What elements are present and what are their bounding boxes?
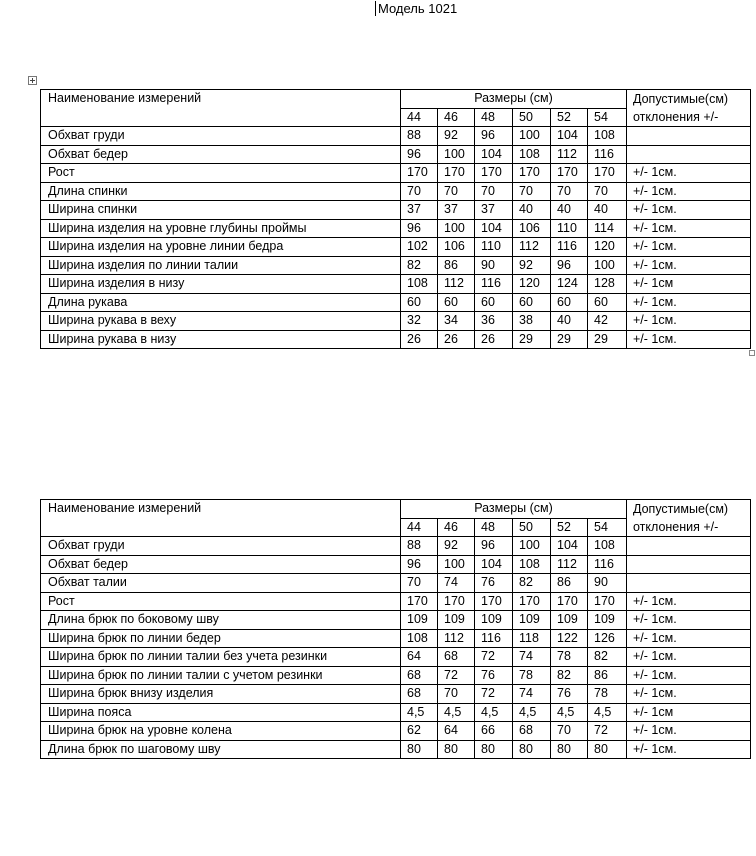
measurement-value-cell: 70 <box>401 182 438 201</box>
measurement-value-cell: 70 <box>475 182 513 201</box>
measurement-value-cell: 104 <box>475 145 513 164</box>
measurement-value-cell: 88 <box>401 127 438 146</box>
measurement-value-cell: 108 <box>513 555 551 574</box>
measurements-table-2 <box>40 499 751 759</box>
measurement-value-cell: 118 <box>513 629 551 648</box>
header-sizes-cell: Размеры (см) <box>401 90 627 109</box>
measurement-name-cell: Длина спинки <box>41 182 401 201</box>
measurement-value-cell: 112 <box>513 238 551 257</box>
measurement-value-cell: 106 <box>438 238 475 257</box>
measurement-name-cell: Ширина пояса <box>41 703 401 722</box>
table-1-body <box>41 90 751 349</box>
measurement-value-cell: 170 <box>513 592 551 611</box>
size-header-cell: 50 <box>513 108 551 127</box>
measurement-value-cell: 170 <box>438 592 475 611</box>
measurement-value-cell: 29 <box>513 330 551 349</box>
measurement-value-cell: 70 <box>401 574 438 593</box>
measurement-value-cell: 37 <box>475 201 513 220</box>
header-sizes-cell: Размеры (см) <box>401 500 627 519</box>
tolerance-cell <box>627 145 751 164</box>
tolerance-cell: +/- 1см. <box>627 740 751 759</box>
measurement-value-cell: 109 <box>588 611 627 630</box>
measurement-name-cell: Ширина брюк внизу изделия <box>41 685 401 704</box>
tolerance-cell: +/- 1см. <box>627 312 751 331</box>
measurement-name-cell: Обхват груди <box>41 127 401 146</box>
measurement-value-cell: 104 <box>551 537 588 556</box>
tolerance-cell <box>627 127 751 146</box>
measurement-name-cell: Длина брюк по боковому шву <box>41 611 401 630</box>
measurement-value-cell: 78 <box>588 685 627 704</box>
measurement-value-cell: 108 <box>401 629 438 648</box>
measurement-value-cell: 104 <box>551 127 588 146</box>
table-row <box>41 145 751 164</box>
measurement-value-cell: 109 <box>401 611 438 630</box>
table-2-body <box>41 500 751 759</box>
measurement-value-cell: 108 <box>588 127 627 146</box>
measurement-value-cell: 112 <box>438 275 475 294</box>
table-row <box>41 537 751 556</box>
header-name-cell: Наименование измерений <box>41 500 401 537</box>
measurement-value-cell: 96 <box>475 127 513 146</box>
size-header-cell: 54 <box>588 108 627 127</box>
measurement-value-cell: 116 <box>475 629 513 648</box>
measurement-value-cell: 4,5 <box>588 703 627 722</box>
measurement-value-cell: 92 <box>438 537 475 556</box>
header-tolerance-line2: отклонения +/- <box>633 110 719 124</box>
measurement-value-cell: 86 <box>551 574 588 593</box>
table-row <box>41 703 751 722</box>
measurement-value-cell: 78 <box>551 648 588 667</box>
measurement-value-cell: 100 <box>513 537 551 556</box>
measurement-value-cell: 92 <box>438 127 475 146</box>
measurement-name-cell: Обхват бедер <box>41 145 401 164</box>
measurement-value-cell: 4,5 <box>438 703 475 722</box>
size-header-cell: 46 <box>438 518 475 537</box>
document-title-text: Модель 1021 <box>378 1 458 16</box>
measurement-name-cell: Ширина изделия в низу <box>41 275 401 294</box>
header-tolerance-line1: Допустимые(см) <box>633 502 729 516</box>
measurement-value-cell: 72 <box>438 666 475 685</box>
measurement-value-cell: 68 <box>438 648 475 667</box>
measurement-value-cell: 60 <box>438 293 475 312</box>
measurement-value-cell: 60 <box>588 293 627 312</box>
table-row <box>41 164 751 183</box>
size-header-cell: 52 <box>551 518 588 537</box>
measurement-value-cell: 72 <box>475 685 513 704</box>
tolerance-cell: +/- 1см. <box>627 256 751 275</box>
table-row <box>41 685 751 704</box>
header-tolerance-line1: Допустимые(см) <box>633 92 729 106</box>
tolerance-cell: +/- 1см. <box>627 722 751 741</box>
tolerance-cell: +/- 1см <box>627 703 751 722</box>
measurement-value-cell: 70 <box>588 182 627 201</box>
table-row <box>41 555 751 574</box>
measurement-value-cell: 86 <box>438 256 475 275</box>
measurement-value-cell: 60 <box>513 293 551 312</box>
size-header-cell: 48 <box>475 518 513 537</box>
measurement-value-cell: 112 <box>551 555 588 574</box>
measurement-value-cell: 104 <box>475 555 513 574</box>
tolerance-cell: +/- 1см. <box>627 219 751 238</box>
measurement-value-cell: 100 <box>513 127 551 146</box>
measurement-value-cell: 104 <box>475 219 513 238</box>
measurement-value-cell: 80 <box>551 740 588 759</box>
measurement-value-cell: 70 <box>551 722 588 741</box>
size-header-cell: 48 <box>475 108 513 127</box>
tolerance-cell: +/- 1см. <box>627 293 751 312</box>
measurement-value-cell: 108 <box>401 275 438 294</box>
text-cursor <box>375 1 376 16</box>
table-row <box>41 740 751 759</box>
measurement-value-cell: 32 <box>401 312 438 331</box>
table-row <box>41 722 751 741</box>
header-name-cell: Наименование измерений <box>41 90 401 127</box>
measurement-value-cell: 170 <box>475 164 513 183</box>
measurement-value-cell: 40 <box>551 201 588 220</box>
measurement-value-cell: 78 <box>513 666 551 685</box>
measurement-value-cell: 66 <box>475 722 513 741</box>
measurement-name-cell: Ширина брюк на уровне колена <box>41 722 401 741</box>
measurement-value-cell: 38 <box>513 312 551 331</box>
measurement-value-cell: 100 <box>588 256 627 275</box>
header-row <box>41 500 751 519</box>
measurement-value-cell: 114 <box>588 219 627 238</box>
measurement-name-cell: Ширина рукава в низу <box>41 330 401 349</box>
tolerance-cell: +/- 1см. <box>627 648 751 667</box>
measurement-value-cell: 170 <box>551 592 588 611</box>
measurement-value-cell: 26 <box>475 330 513 349</box>
table-row <box>41 574 751 593</box>
tolerance-cell <box>627 537 751 556</box>
measurement-value-cell: 108 <box>588 537 627 556</box>
measurement-value-cell: 170 <box>401 164 438 183</box>
measurement-value-cell: 76 <box>551 685 588 704</box>
measurement-value-cell: 60 <box>475 293 513 312</box>
measurement-name-cell: Обхват груди <box>41 537 401 556</box>
tolerance-cell: +/- 1см. <box>627 629 751 648</box>
measurement-name-cell: Рост <box>41 164 401 183</box>
header-tolerance-cell <box>627 90 751 127</box>
measurement-value-cell: 100 <box>438 145 475 164</box>
measurement-value-cell: 116 <box>551 238 588 257</box>
measurement-value-cell: 86 <box>588 666 627 685</box>
measurement-value-cell: 72 <box>588 722 627 741</box>
table-row <box>41 312 751 331</box>
measurement-value-cell: 40 <box>551 312 588 331</box>
measurement-value-cell: 37 <box>438 201 475 220</box>
measurement-value-cell: 90 <box>588 574 627 593</box>
document-title <box>375 1 457 17</box>
table-row <box>41 592 751 611</box>
measurement-value-cell: 120 <box>513 275 551 294</box>
table-row <box>41 256 751 275</box>
table-row <box>41 201 751 220</box>
measurement-value-cell: 26 <box>401 330 438 349</box>
tolerance-cell: +/- 1см. <box>627 685 751 704</box>
measurement-value-cell: 170 <box>475 592 513 611</box>
measurement-value-cell: 96 <box>551 256 588 275</box>
measurement-value-cell: 70 <box>551 182 588 201</box>
measurement-value-cell: 82 <box>513 574 551 593</box>
measurement-name-cell: Рост <box>41 592 401 611</box>
measurement-value-cell: 109 <box>513 611 551 630</box>
table-resize-handle-icon[interactable] <box>749 350 755 356</box>
measurement-value-cell: 68 <box>513 722 551 741</box>
measurement-value-cell: 72 <box>475 648 513 667</box>
measurement-value-cell: 76 <box>475 666 513 685</box>
measurement-value-cell: 74 <box>513 648 551 667</box>
measurement-value-cell: 80 <box>475 740 513 759</box>
measurement-value-cell: 70 <box>513 182 551 201</box>
measurement-value-cell: 170 <box>588 164 627 183</box>
table-row <box>41 127 751 146</box>
measurement-name-cell: Ширина изделия на уровне глубины проймы <box>41 219 401 238</box>
measurement-name-cell: Ширина изделия на уровне линии бедра <box>41 238 401 257</box>
measurement-value-cell: 74 <box>438 574 475 593</box>
measurement-value-cell: 82 <box>588 648 627 667</box>
tolerance-cell: +/- 1см. <box>627 182 751 201</box>
measurement-value-cell: 37 <box>401 201 438 220</box>
measurement-value-cell: 92 <box>513 256 551 275</box>
size-header-cell: 44 <box>401 518 438 537</box>
measurement-value-cell: 88 <box>401 537 438 556</box>
measurement-value-cell: 74 <box>513 685 551 704</box>
measurement-name-cell: Ширина рукава в веху <box>41 312 401 331</box>
size-header-cell: 44 <box>401 108 438 127</box>
measurement-value-cell: 4,5 <box>475 703 513 722</box>
measurement-value-cell: 40 <box>513 201 551 220</box>
table-row <box>41 238 751 257</box>
measurement-value-cell: 80 <box>401 740 438 759</box>
measurement-value-cell: 109 <box>475 611 513 630</box>
measurement-value-cell: 64 <box>438 722 475 741</box>
measurement-value-cell: 120 <box>588 238 627 257</box>
tolerance-cell: +/- 1см. <box>627 592 751 611</box>
tolerance-cell <box>627 555 751 574</box>
measurement-value-cell: 29 <box>588 330 627 349</box>
tolerance-cell <box>627 574 751 593</box>
measurement-value-cell: 36 <box>475 312 513 331</box>
measurement-value-cell: 128 <box>588 275 627 294</box>
header-tolerance-line2: отклонения +/- <box>633 520 719 534</box>
size-header-cell: 50 <box>513 518 551 537</box>
table-row <box>41 219 751 238</box>
measurement-value-cell: 80 <box>438 740 475 759</box>
measurement-value-cell: 126 <box>588 629 627 648</box>
measurement-value-cell: 170 <box>438 164 475 183</box>
measurement-name-cell: Ширина изделия по линии талии <box>41 256 401 275</box>
measurement-value-cell: 82 <box>551 666 588 685</box>
tolerance-cell: +/- 1см. <box>627 238 751 257</box>
measurement-value-cell: 70 <box>438 182 475 201</box>
measurements-table-1 <box>40 89 751 349</box>
measurement-value-cell: 70 <box>438 685 475 704</box>
header-row <box>41 90 751 109</box>
table-row <box>41 330 751 349</box>
table-row <box>41 275 751 294</box>
measurement-value-cell: 26 <box>438 330 475 349</box>
measurement-value-cell: 112 <box>551 145 588 164</box>
measurement-name-cell: Длина рукава <box>41 293 401 312</box>
measurement-value-cell: 76 <box>475 574 513 593</box>
measurement-value-cell: 124 <box>551 275 588 294</box>
tolerance-cell: +/- 1см. <box>627 201 751 220</box>
tolerance-cell: +/- 1см. <box>627 611 751 630</box>
table-row <box>41 611 751 630</box>
measurement-value-cell: 116 <box>588 555 627 574</box>
measurement-value-cell: 4,5 <box>513 703 551 722</box>
table-row <box>41 293 751 312</box>
tolerance-cell: +/- 1см. <box>627 164 751 183</box>
table-move-handle-icon[interactable] <box>28 76 37 85</box>
measurement-name-cell: Ширина брюк по линии бедер <box>41 629 401 648</box>
measurement-value-cell: 100 <box>438 555 475 574</box>
measurement-value-cell: 68 <box>401 666 438 685</box>
table-row <box>41 666 751 685</box>
measurement-value-cell: 80 <box>588 740 627 759</box>
measurement-value-cell: 40 <box>588 201 627 220</box>
measurement-name-cell: Длина брюк по шаговому шву <box>41 740 401 759</box>
measurement-name-cell: Ширина спинки <box>41 201 401 220</box>
measurement-value-cell: 42 <box>588 312 627 331</box>
measurement-value-cell: 102 <box>401 238 438 257</box>
measurement-value-cell: 82 <box>401 256 438 275</box>
header-tolerance-cell <box>627 500 751 537</box>
size-header-cell: 52 <box>551 108 588 127</box>
tolerance-cell: +/- 1см. <box>627 330 751 349</box>
measurement-value-cell: 170 <box>401 592 438 611</box>
measurement-name-cell: Обхват бедер <box>41 555 401 574</box>
measurement-value-cell: 100 <box>438 219 475 238</box>
table-row <box>41 648 751 667</box>
measurement-value-cell: 96 <box>401 145 438 164</box>
size-header-cell: 46 <box>438 108 475 127</box>
measurement-value-cell: 170 <box>588 592 627 611</box>
measurement-value-cell: 170 <box>551 164 588 183</box>
measurement-value-cell: 64 <box>401 648 438 667</box>
measurement-value-cell: 80 <box>513 740 551 759</box>
measurement-value-cell: 110 <box>551 219 588 238</box>
measurement-value-cell: 62 <box>401 722 438 741</box>
measurement-value-cell: 110 <box>475 238 513 257</box>
measurement-value-cell: 108 <box>513 145 551 164</box>
tolerance-cell: +/- 1см <box>627 275 751 294</box>
table-row <box>41 182 751 201</box>
measurement-value-cell: 4,5 <box>551 703 588 722</box>
measurement-value-cell: 122 <box>551 629 588 648</box>
size-header-cell: 54 <box>588 518 627 537</box>
measurement-value-cell: 116 <box>475 275 513 294</box>
measurement-value-cell: 170 <box>513 164 551 183</box>
measurement-value-cell: 90 <box>475 256 513 275</box>
measurement-name-cell: Ширина брюк по линии талии с учетом резинки <box>41 666 401 685</box>
measurement-value-cell: 60 <box>551 293 588 312</box>
measurement-value-cell: 60 <box>401 293 438 312</box>
measurement-value-cell: 112 <box>438 629 475 648</box>
measurement-value-cell: 68 <box>401 685 438 704</box>
measurement-value-cell: 116 <box>588 145 627 164</box>
measurement-value-cell: 109 <box>438 611 475 630</box>
measurement-value-cell: 96 <box>401 555 438 574</box>
measurement-name-cell: Обхват талии <box>41 574 401 593</box>
measurement-value-cell: 34 <box>438 312 475 331</box>
measurement-value-cell: 96 <box>401 219 438 238</box>
measurement-value-cell: 29 <box>551 330 588 349</box>
measurement-name-cell: Ширина брюк по линии талии без учета резинки <box>41 648 401 667</box>
table-row <box>41 629 751 648</box>
measurement-value-cell: 106 <box>513 219 551 238</box>
measurement-value-cell: 109 <box>551 611 588 630</box>
measurement-value-cell: 4,5 <box>401 703 438 722</box>
measurement-value-cell: 96 <box>475 537 513 556</box>
tolerance-cell: +/- 1см. <box>627 666 751 685</box>
